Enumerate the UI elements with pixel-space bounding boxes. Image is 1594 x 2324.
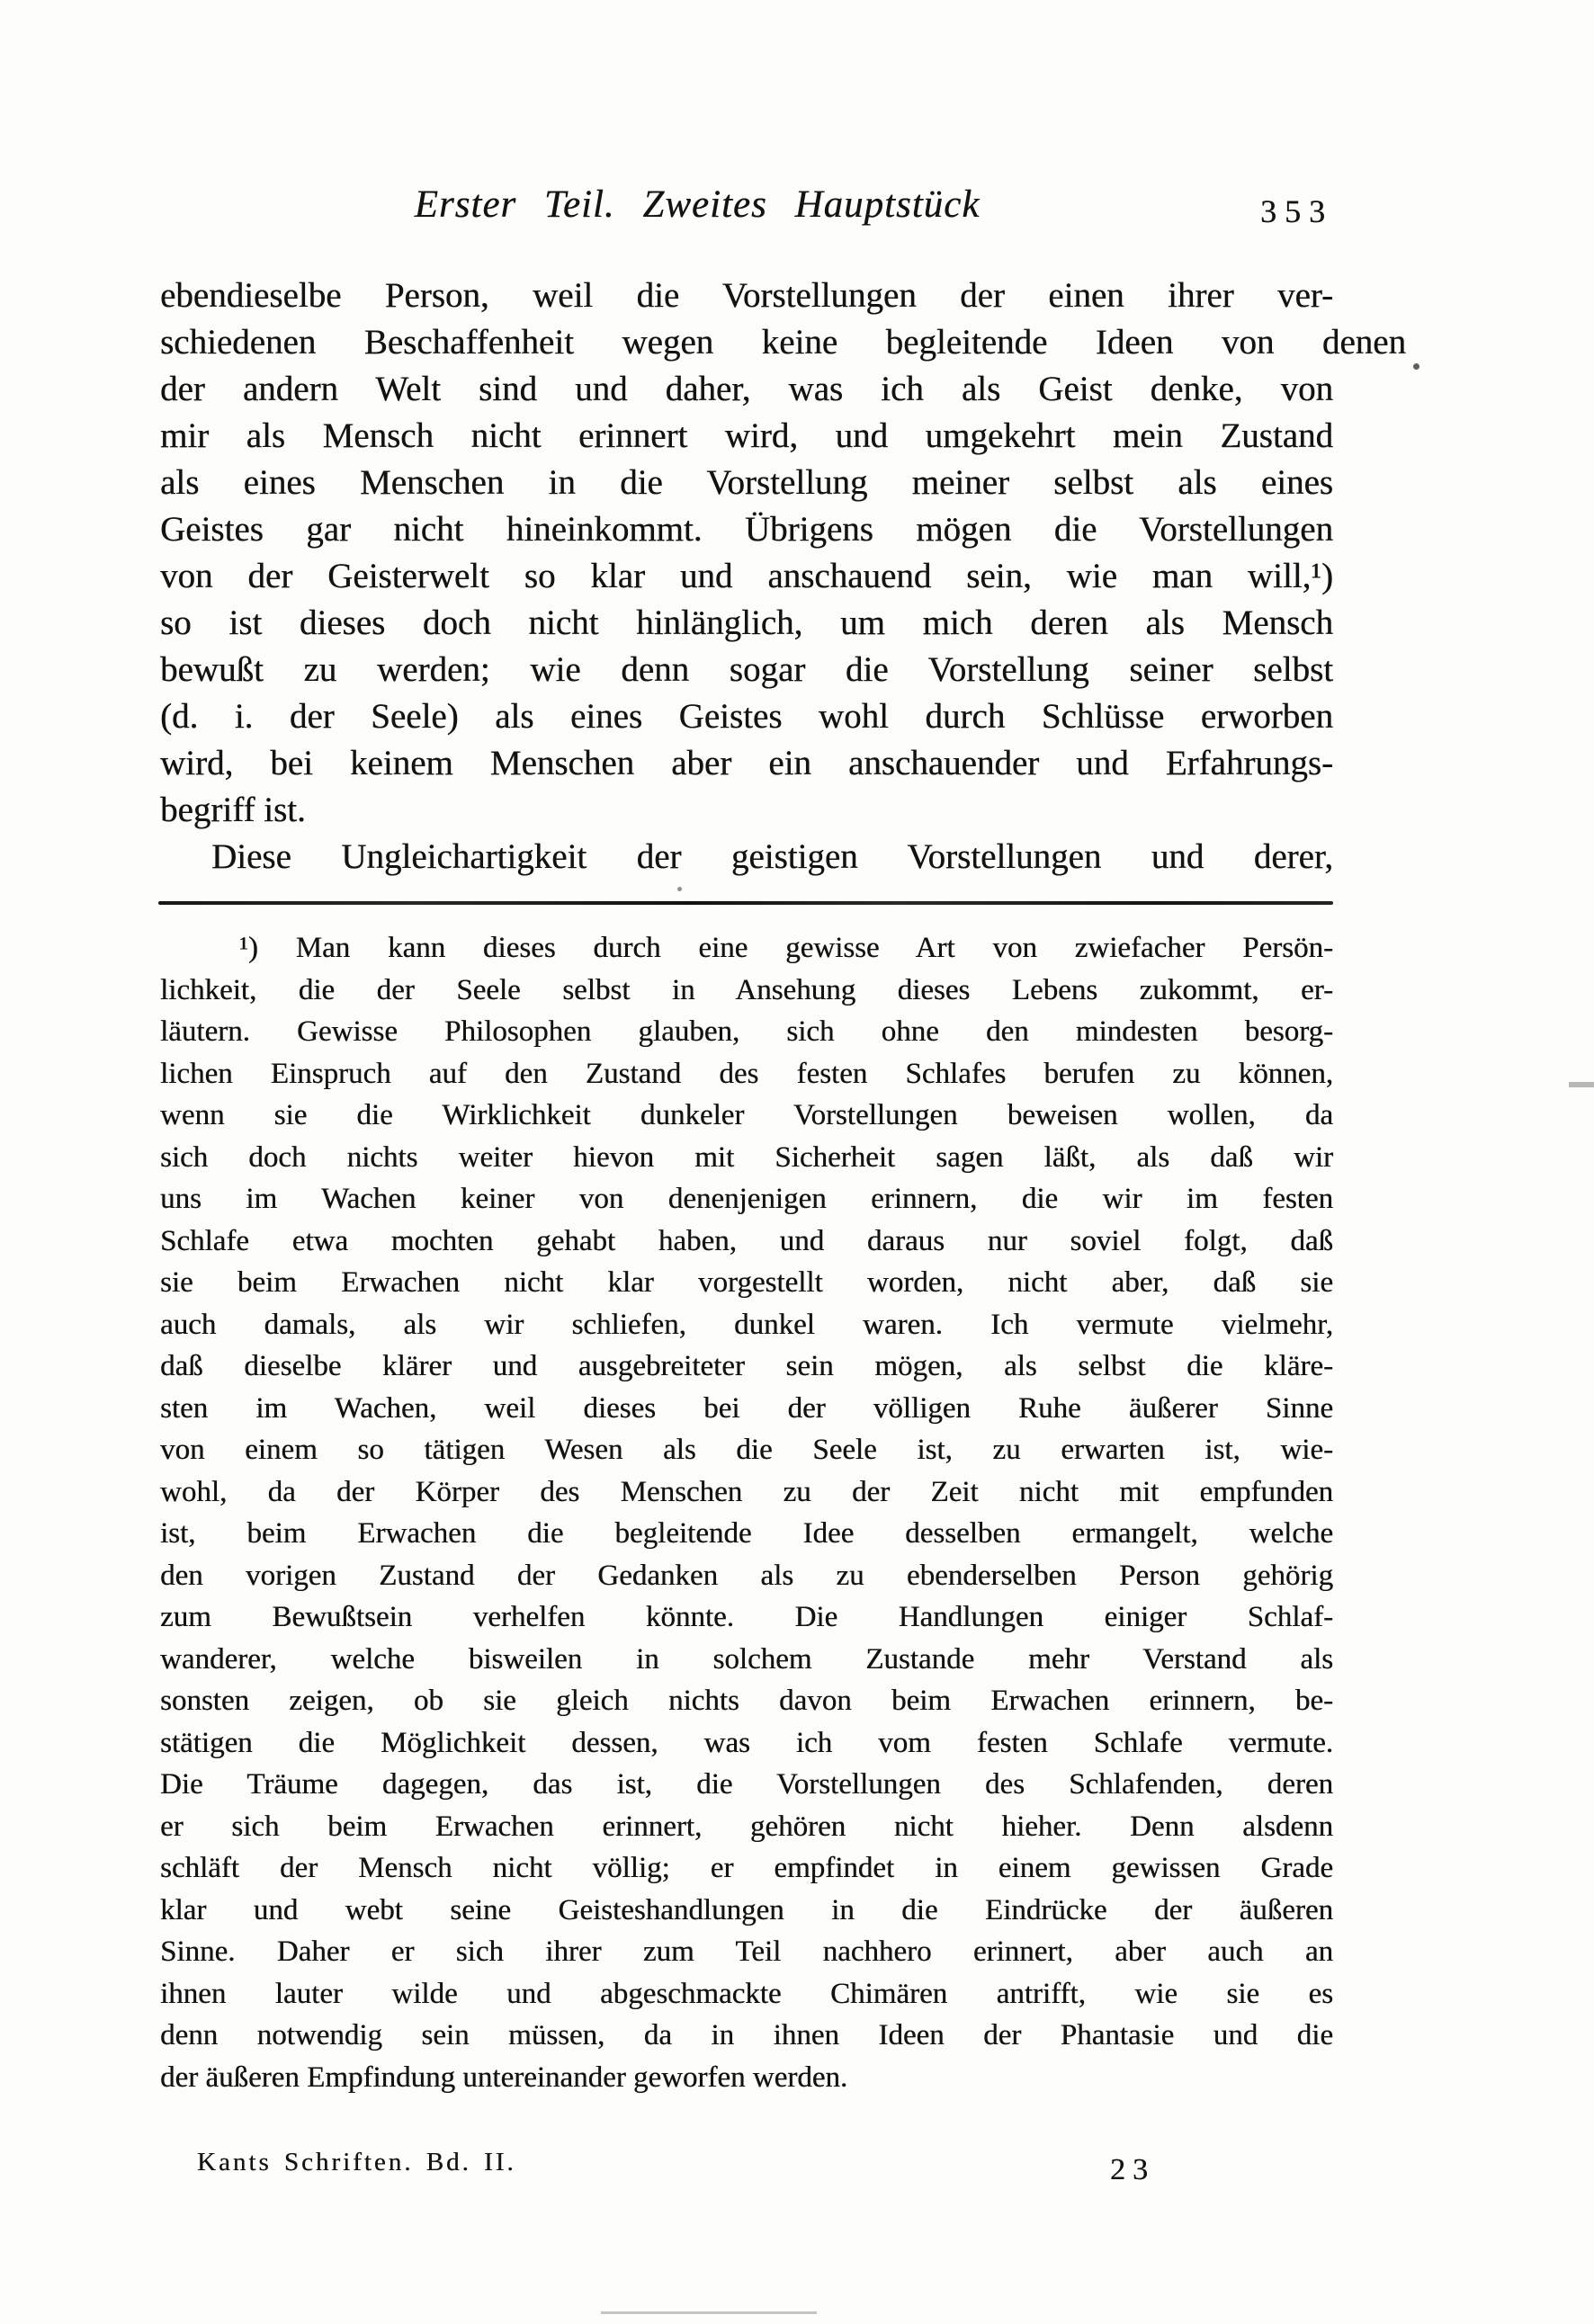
footnote-separator-rule: [158, 901, 1333, 905]
footnote-line: Sinne. Daher er sich ihrer zum Teil nachhero erinnert, aber auch an: [160, 1935, 1333, 1968]
footnote-line: Die Träume dagegen, das ist, die Vorstellungen des Schlafenden, deren: [160, 1768, 1333, 1801]
signature-number: 23: [1110, 2153, 1155, 2186]
footnote-line: sten im Wachen, weil dieses bei der völligen Ruhe äußerer Sinne: [160, 1391, 1333, 1425]
text-line: Geistes gar nicht hineinkommt. Übrigens mögen die Vorstellungen: [160, 510, 1333, 549]
text-line: von der Geisterwelt so klar und anschauend sein, wie man will,¹): [160, 557, 1333, 595]
page-number: 353: [1260, 193, 1333, 229]
text-line: mir als Mensch nicht erinnert wird, und umgekehrt mein Zustand: [160, 416, 1333, 455]
text-line: schiedenen Beschaffenheit wegen keine begleitende Ideen von denen: [160, 323, 1406, 362]
footnote-line: lichkeit, die der Seele selbst in Ansehung dieses Lebens zukommt, er-: [160, 973, 1333, 1006]
footnote-line: sie beim Erwachen nicht klar vorgestellt worden, nicht aber, daß sie: [160, 1266, 1333, 1299]
footnote-line: Schlafe etwa mochten gehabt haben, und daraus nur soviel folgt, daß: [160, 1224, 1333, 1257]
footnote-line: denn notwendig sein müssen, da in ihnen Ideen der Phantasie und die: [160, 2019, 1333, 2051]
footnote-line: von einem so tätigen Wesen als die Seele ist, zu erwarten ist, wie-: [160, 1434, 1333, 1466]
main-text-block: [160, 273, 1406, 880]
paragraph-start-line: Diese Ungleichartigkeit der geistigen Vorstellungen und derer,: [211, 837, 1333, 876]
footnote-line: sich doch nichts weiter hievon mit Sicherheit sagen läßt, als daß wir: [160, 1140, 1333, 1174]
scan-artifact-dot: [677, 887, 682, 891]
volume-label: Kants Schriften. Bd. II.: [197, 2148, 516, 2177]
scan-artifact-edge-mark: [1569, 1082, 1594, 1087]
footnote-line: klar und webt seine Geisteshandlungen in die Eindrücke der äußeren: [160, 1893, 1333, 1926]
scan-artifact-bottom-mark: [601, 2311, 817, 2314]
footnote-last-line: der äußeren Empfindung untereinander geworfen werden.: [160, 2060, 848, 2094]
footnote-line: uns im Wachen keiner von denenjenigen erinnern, die wir im festen: [160, 1183, 1333, 1215]
footnote-line: zum Bewußtsein verhelfen könnte. Die Handlungen einiger Schlaf-: [160, 1601, 1333, 1633]
footnote-line: er sich beim Erwachen erinnert, gehören nicht hieher. Denn alsdenn: [160, 1810, 1333, 1843]
text-line: bewußt zu werden; wie denn sogar die Vorstellung seiner selbst: [160, 650, 1333, 689]
footnote-line: ihnen lauter wilde und abgeschmackte Chimären antrifft, wie sie es: [160, 1977, 1333, 2010]
footnote-line: ist, beim Erwachen die begleitende Idee desselben ermangelt, welche: [160, 1517, 1333, 1550]
text-line: (d. i. der Seele) als eines Geistes wohl durch Schlüsse erworben: [160, 697, 1333, 736]
footnote-first-line: ¹) Man kann dieses durch eine gewisse Art von zwiefacher Persön-: [239, 932, 1333, 964]
running-head-title: Erster Teil. Zweites Hauptstück: [414, 183, 981, 226]
footnote-line: den vorigen Zustand der Gedanken als zu ebenderselben Person gehörig: [160, 1559, 1333, 1592]
scan-artifact-dot: [1413, 363, 1419, 370]
footnote-line: wohl, da der Körper des Menschen zu der Zeit nicht mit empfunden: [160, 1475, 1333, 1508]
footnote-line: sonsten zeigen, ob sie gleich nichts davon beim Erwachen erinnern, be-: [160, 1685, 1333, 1717]
text-line: der andern Welt sind und daher, was ich als Geist denke, von: [160, 370, 1333, 408]
footnote-line: läutern. Gewisse Philosophen glauben, sich ohne den mindesten besorg-: [160, 1015, 1333, 1048]
footnote-line: auch damals, als wir schliefen, dunkel waren. Ich vermute vielmehr,: [160, 1308, 1333, 1341]
footnote-line: schläft der Mensch nicht völlig; er empfindet in einem gewissen Grade: [160, 1852, 1333, 1884]
footnote-line: lichen Einspruch auf den Zustand des festen Schlafes berufen zu können,: [160, 1057, 1333, 1090]
text-line: so ist dieses doch nicht hinlänglich, um mich deren als Mensch: [160, 603, 1333, 642]
page-footer: [160, 2148, 1333, 2193]
text-line: wird, bei keinem Menschen aber ein anschauender und Erfahrungs-: [160, 744, 1333, 782]
footnote-line: daß dieselbe klärer und ausgebreiteter sein mögen, als selbst die kläre-: [160, 1350, 1333, 1382]
running-head: [160, 183, 1333, 237]
text-line: ebendieselbe Person, weil die Vorstellungen der einen ihrer ver-: [160, 276, 1333, 315]
footnote-line: wenn sie die Wirklichkeit dunkeler Vorstellungen beweisen wollen, da: [160, 1099, 1333, 1131]
footnote-line: wanderer, welche bisweilen in solchem Zustande mehr Verstand als: [160, 1642, 1333, 1676]
footnote-line: stätigen die Möglichkeit dessen, was ich vom festen Schlafe vermute.: [160, 1726, 1333, 1759]
text-line: als eines Menschen in die Vorstellung meiner selbst als eines: [160, 463, 1333, 502]
footnote-block: [160, 927, 1333, 2098]
paragraph-end-line: begriff ist.: [160, 791, 306, 829]
